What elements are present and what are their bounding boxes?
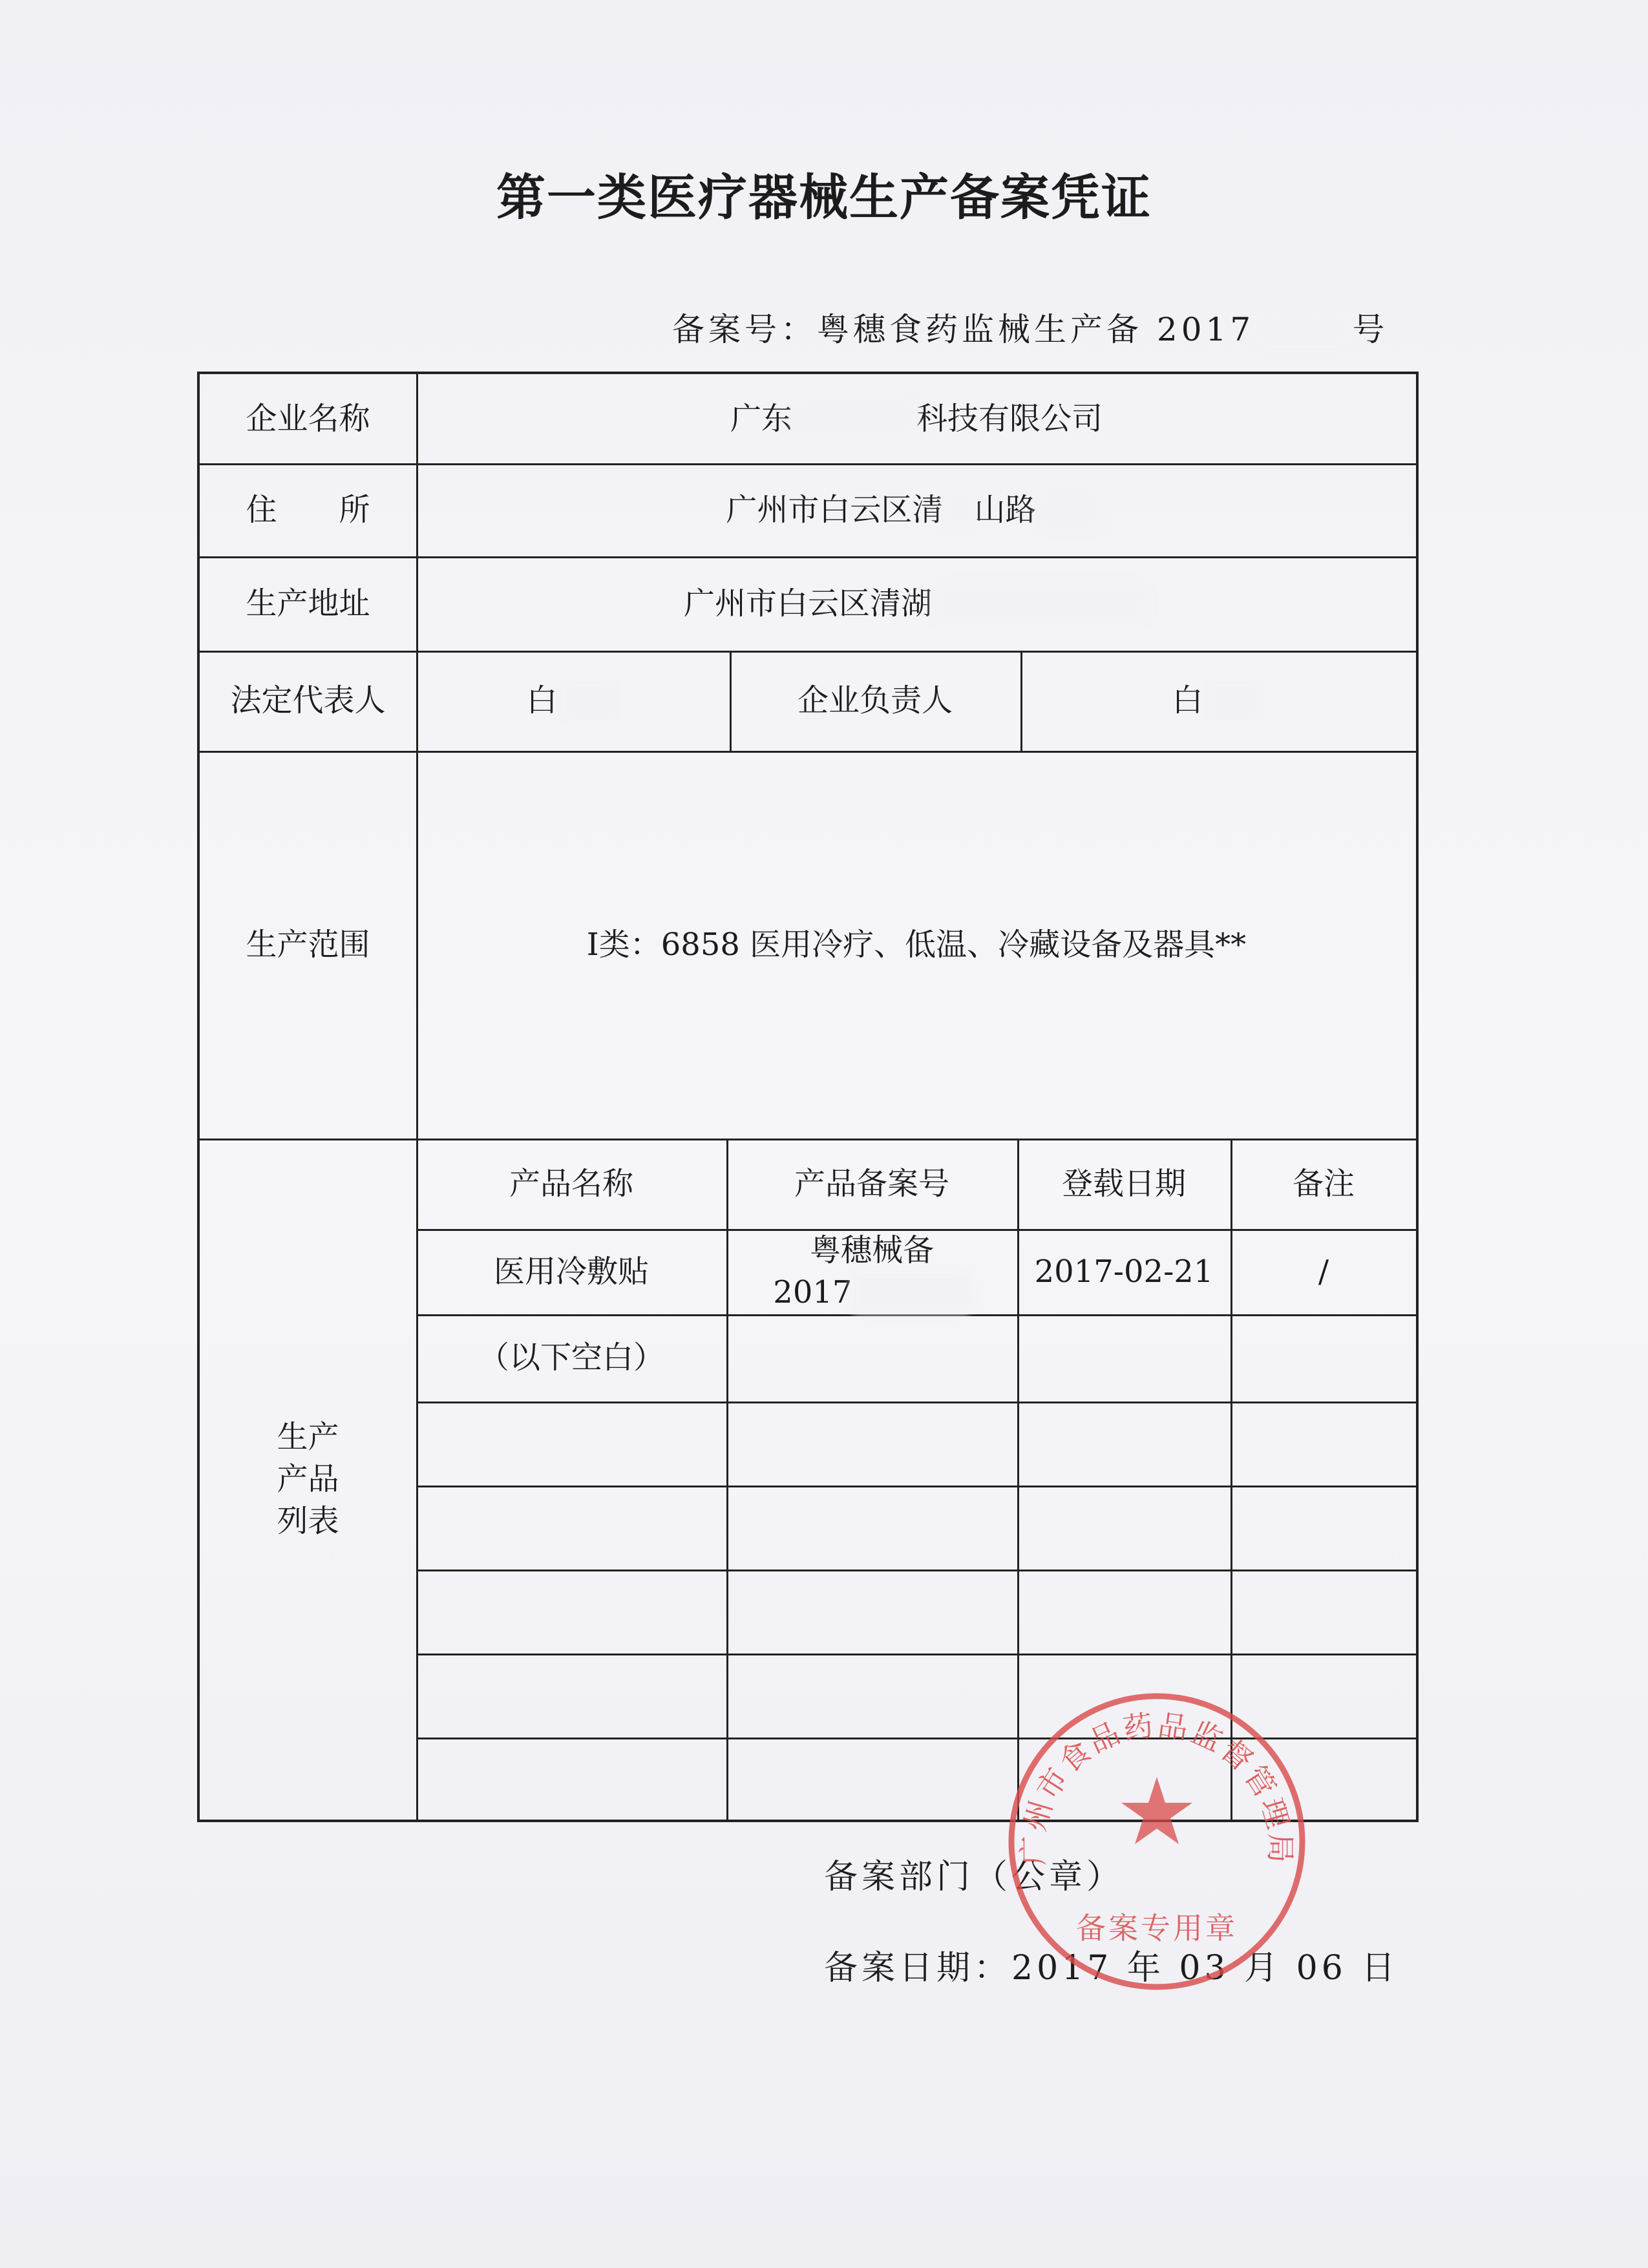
blank-below-marker: （以下空白） — [478, 1339, 664, 1376]
table-header-product-name: 产品名称 — [509, 1165, 633, 1202]
address-label: 住 所 — [246, 491, 370, 528]
enterprise-head-surname: 白 — [1172, 682, 1203, 719]
record-number — [672, 304, 1388, 350]
production-address-value — [416, 556, 1417, 651]
address-text: 广州市白云区清 — [726, 491, 944, 528]
redacted-production-address — [932, 583, 1149, 625]
production-scope-label: 生产范围 — [246, 926, 370, 963]
official-seal — [995, 1680, 1318, 2003]
table-row-divider — [416, 1486, 1417, 1487]
table-header-record-no: 产品备案号 — [794, 1165, 949, 1202]
production-address-text: 广州市白云区清湖 — [683, 585, 932, 622]
product-record-no-line2 — [773, 1272, 970, 1314]
table-header-remark: 备注 — [1292, 1165, 1355, 1202]
product-remark-cell: / — [1318, 1253, 1329, 1290]
seal-text-top: 广州市食品药品监督管理局 — [1015, 1707, 1298, 1866]
address-tail: 山路 — [974, 491, 1037, 528]
table-row-divider — [416, 1570, 1417, 1571]
record-number-text: 备案号：粤穗食药监械生产备 2017 — [672, 311, 1255, 348]
enterprise-name-value — [416, 374, 1417, 463]
filing-date: 备案日期：2017 年 03 月 06 日 — [824, 1949, 1399, 1988]
product-name-cell: 医用冷敷贴 — [493, 1253, 649, 1290]
record-number-suffix: 号 — [1352, 311, 1389, 348]
redacted-address-part — [943, 489, 974, 531]
redacted-address-number — [1036, 489, 1106, 531]
legal-rep-label: 法定代表人 — [230, 682, 386, 719]
filing-department: 备案部门（公章） — [824, 1858, 1125, 1896]
legal-rep-surname: 白 — [526, 682, 558, 719]
enterprise-head-label: 企业负责人 — [797, 682, 953, 719]
redacted-enterprise-name — [792, 398, 916, 440]
product-list-label-text: 生产产品列表 — [277, 1419, 339, 1539]
product-record-no-year: 2017 — [773, 1274, 852, 1310]
enterprise-name-label: 企业名称 — [246, 400, 370, 437]
production-address-label: 生产地址 — [246, 585, 370, 622]
redacted-legal-rep — [558, 680, 620, 722]
product-record-no-cell — [726, 1229, 1017, 1314]
seal-text-bottom: 备案专用章 — [1076, 1911, 1238, 1946]
product-record-no-line1: 粤穗械备 — [809, 1232, 934, 1269]
address-value — [416, 463, 1417, 556]
enterprise-name-prefix: 广东 — [730, 400, 792, 437]
enterprise-head-value — [1020, 651, 1417, 751]
redacted-product-record-no — [852, 1272, 970, 1314]
document-title: 第一类医疗器械生产备案凭证 — [496, 169, 1152, 226]
seal-star-icon — [1121, 1777, 1192, 1844]
table-header-date: 登载日期 — [1061, 1165, 1186, 1202]
record-form — [197, 372, 1419, 1822]
product-date-cell: 2017-02-21 — [1034, 1253, 1214, 1290]
table-row-divider — [416, 1654, 1417, 1655]
redacted-record-number — [1254, 311, 1352, 348]
redacted-enterprise-head — [1203, 680, 1265, 722]
production-scope-value: Ⅰ类：6858 医用冷疗、低温、冷藏设备及器具** — [586, 926, 1247, 963]
table-row-divider — [416, 1402, 1417, 1403]
legal-rep-value — [416, 651, 730, 751]
product-list-label — [200, 1139, 416, 1820]
enterprise-name-suffix: 科技有限公司 — [916, 400, 1103, 437]
